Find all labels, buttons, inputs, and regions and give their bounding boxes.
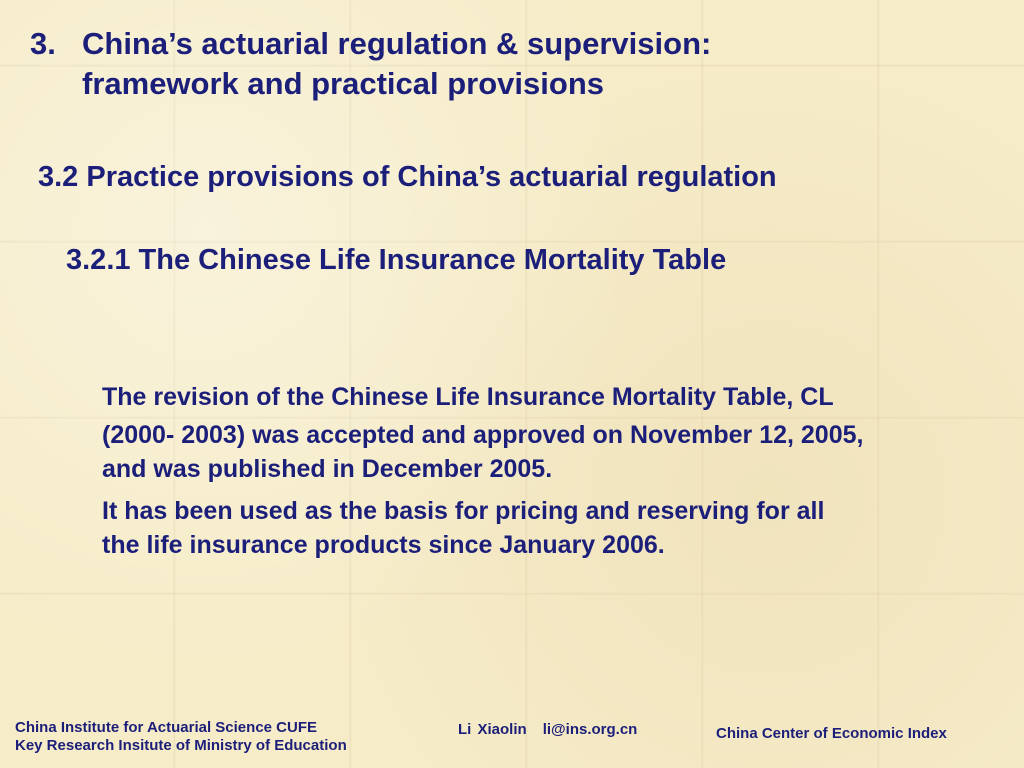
- paragraph-revision-line-1: The revision of the Chinese Life Insurance Mortality Table, CL: [102, 383, 834, 411]
- slide-title: [30, 24, 930, 104]
- paragraph-usage-line-2: the life insurance products since January 2006.: [102, 531, 665, 559]
- subsection-heading: 3.2.1 The Chinese Life Insurance Mortality Table: [66, 244, 727, 276]
- paragraph-revision-line-3: and was published in December 2005.: [102, 455, 553, 483]
- title-line-1: China’s actuarial regulation & supervision:: [82, 26, 712, 61]
- footer-email: li@ins.org.cn: [542, 721, 638, 738]
- section-heading: 3.2 Practice provisions of China’s actuarial regulation: [38, 161, 777, 193]
- footer-center-name: China Center of Economic Index: [716, 725, 947, 742]
- title-line-2: framework and practical provisions: [82, 66, 605, 101]
- title-text: [82, 24, 930, 104]
- footer-institution-line-2: Key Research Insitute of Ministry of Education: [15, 737, 347, 754]
- footer-author: Li Xiaolin: [458, 721, 527, 738]
- footer-institution: [15, 719, 347, 755]
- footer-institution-line-1: China Institute for Actuarial Science CUFE: [15, 719, 317, 736]
- paragraph-usage-line-1: It has been used as the basis for pricing and reserving for all: [102, 497, 825, 525]
- paragraph-revision-line-2: (2000- 2003) was accepted and approved on November 12, 2005,: [102, 421, 864, 449]
- paragraph-revision: [102, 380, 982, 486]
- title-number: 3.: [30, 26, 56, 61]
- footer-contact: [458, 721, 637, 739]
- paragraph-usage: [102, 494, 982, 562]
